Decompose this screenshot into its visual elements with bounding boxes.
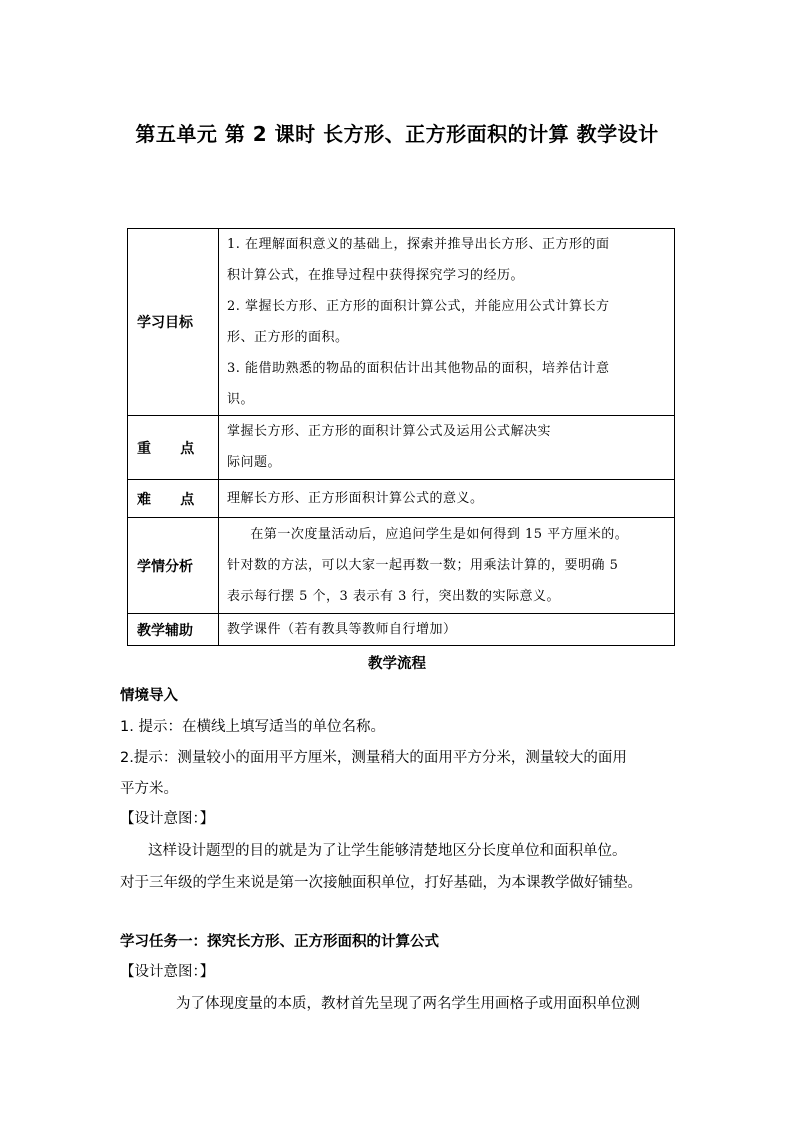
- lesson-plan-table: [127, 228, 675, 646]
- page-title: 第五单元 第 2 课时 长方形、正方形面积的计算 教学设计: [135, 122, 659, 146]
- aids-content: [219, 614, 675, 646]
- section1-intent-line1: 这样设计题型的目的就是为了让学生能够清楚地区分长度单位和面积单位。: [148, 843, 627, 859]
- difficulties-line: 理解长方形、正方形面积计算公式的意义。: [227, 491, 484, 506]
- analysis-line: 针对数的方法，可以大家一起再数一数；用乘法计算的，要明确 5: [227, 558, 619, 573]
- objectives-line: 1. 在理解面积意义的基础上，探索并推导出长方形、正方形的面: [227, 237, 610, 252]
- table-row: [128, 416, 675, 480]
- key-points-line: 掌握长方形、正方形的面积计算公式及运用公式解决实: [227, 424, 552, 439]
- analysis-line: 表示每行摆 5 个，3 表示有 3 行，突出数的实际意义。: [227, 589, 560, 604]
- table-row: [128, 229, 675, 416]
- analysis-label: 学情分析: [128, 518, 219, 614]
- section1-intent-line2: 对于三年级的学生来说是第一次接触面积单位，打好基础，为本课教学做好铺垫。: [120, 875, 642, 891]
- difficulties-label: 难 点: [128, 480, 219, 518]
- section2-intent-label: 【设计意图：】: [120, 964, 215, 980]
- objectives-line: 形、正方形的面积。: [227, 330, 349, 345]
- analysis-content: [219, 518, 675, 614]
- objectives-line: 积计算公式，在推导过程中获得探究学习的经历。: [227, 268, 525, 283]
- analysis-line: 在第一次度量活动后，应追问学生是如何得到 15 平方厘米的。: [250, 527, 629, 542]
- table-row: [128, 614, 675, 646]
- objectives-content: [219, 229, 675, 416]
- section1-intent-label: 【设计意图：】: [120, 811, 215, 827]
- aids-label: 教学辅助: [128, 614, 219, 646]
- section1-item2-line2: 平方米。: [120, 781, 178, 797]
- section1-item2-line1: 2.提示：测量较小的面用平方厘米，测量稍大的面用平方分米，测量较大的面用: [120, 750, 627, 766]
- key-points-line: 际问题。: [227, 455, 282, 470]
- section1-item1: 1. 提示：在横线上填写适当的单位名称。: [120, 719, 385, 735]
- objectives-label: 学习目标: [128, 229, 219, 416]
- difficulties-content: [219, 480, 675, 518]
- objectives-line: 2. 掌握长方形、正方形的面积计算公式，并能应用公式计算长方: [227, 299, 610, 314]
- section1-heading: 情境导入: [120, 688, 178, 704]
- section2-intent-line1: 为了体现度量的本质，教材首先呈现了两名学生用画格子或用面积单位测: [176, 996, 640, 1012]
- table-row: [128, 480, 675, 518]
- flow-heading: 教学流程: [368, 656, 426, 672]
- objectives-line: 3. 能借助熟悉的物品的面积估计出其他物品的面积，培养估计意: [227, 361, 610, 376]
- table-row: [128, 518, 675, 614]
- section2-heading: 学习任务一：探究长方形、正方形面积的计算公式: [120, 934, 439, 950]
- objectives-line: 识。: [227, 392, 255, 407]
- key-points-content: [219, 416, 675, 480]
- aids-line: 教学课件（若有教具等教师自行增加）: [227, 622, 457, 637]
- key-points-label: 重 点: [128, 416, 219, 480]
